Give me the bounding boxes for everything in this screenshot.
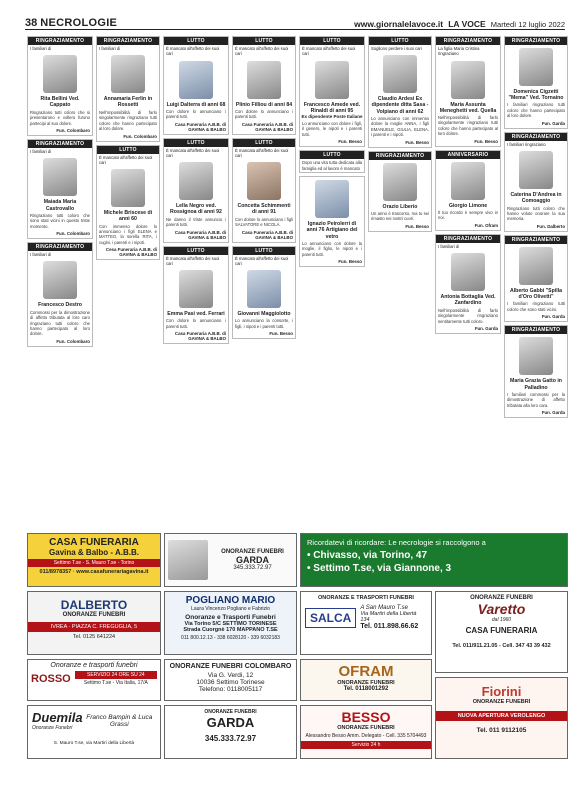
- obituary-tag: RINGRAZIAMENTO: [97, 37, 159, 45]
- salca-title: ONORANZE E TRASPORTI FUNEBRI: [318, 595, 414, 601]
- salca-tel: Tel. 011.898.66.62: [360, 623, 419, 630]
- colombaro-tel: Telefono: 0118005117: [198, 686, 263, 693]
- deceased-name: Emma Pasi ved. Ferrari: [167, 311, 225, 318]
- ad-garda-tel: 345.333.72.97: [233, 565, 272, 571]
- duemila-name: Franco Bampin & Luca Grassi: [86, 714, 153, 728]
- deceased-name: Caterina D'Andrea in Comoaggio: [510, 192, 562, 205]
- obituary-intro: I familiari ringraziano: [507, 141, 546, 147]
- ad-fiorini[interactable]: [435, 677, 568, 759]
- ofram-tel: Tel. 0118001292: [343, 686, 389, 692]
- ad-ricordatevi: [300, 533, 568, 587]
- funeral-home-signature: Fun. Garda: [541, 120, 565, 126]
- obituary-intro: I familiari di: [30, 252, 52, 258]
- page-header: [25, 14, 565, 30]
- pogliano-title: POGLIANO MARIO: [185, 595, 276, 606]
- portrait-photo: [179, 162, 213, 200]
- deceased-name: Giovanni Maggiolotto: [237, 311, 291, 318]
- obituary-card: [504, 132, 568, 232]
- portrait-photo: [519, 337, 553, 375]
- ad-casa-phone: 011/8978357 · www.casafunerariagavina.it: [39, 569, 149, 575]
- obituary-tag: RINGRAZIAMENTO: [28, 243, 92, 251]
- varetto-title: ONORANZE FUNEBRI: [470, 595, 533, 601]
- varetto-since: dal 1960: [491, 617, 512, 623]
- deceased-name: Giorgio Limone: [448, 202, 488, 209]
- brand-name: LA VOCE: [448, 19, 486, 29]
- ricordatevi-text: Ricordatevi di ricordare: Le necrologie si raccolgono a: [307, 538, 486, 547]
- site-url[interactable]: www.giornalelavoce.it: [354, 19, 444, 29]
- section-title: NECROLOGIE: [40, 17, 118, 29]
- obituary-text: Nell'impossibilità di farlo singolarmente ringraziano tutti coloro che hanno partecipato al loro dolore.: [99, 109, 157, 132]
- funeral-home-signature: Fun. Ofram: [474, 222, 498, 228]
- funeral-home-signature: Cesa Funeraria A.B.B. di GAVINA & BALBO: [105, 247, 157, 258]
- varetto-casa: CASA FUNERARIA: [465, 626, 538, 635]
- obituary-text: Il tuo ricordo è sempre vivo in noi.: [438, 210, 498, 221]
- portrait-photo: [383, 55, 417, 93]
- ad-casa-tel: 011/8978357: [39, 569, 72, 575]
- portrait-photo: [451, 162, 485, 200]
- funeral-home-signature: Fun. Besso: [338, 259, 362, 265]
- obituary-tag: LUTTO: [369, 37, 431, 45]
- obituary-card: [27, 36, 93, 136]
- column-5: [299, 36, 365, 528]
- obituary-text: I familiari commossi per la dimostrazione di affetto tributata alla loro cara.: [507, 391, 565, 408]
- deceased-name: Alberto Gabbi "Spilla d'Oro Olivetti": [509, 287, 563, 301]
- garda-title: GARDA: [206, 715, 255, 730]
- obituary-text: Con dolore lo annunciano i parenti tutti.: [166, 108, 226, 120]
- obituary-intro: È mancato all'affetto dei suoi cari: [166, 46, 220, 57]
- varetto-tel: Tel. 011/911.21.05 - Cell. 347 43 39 432: [452, 643, 551, 649]
- ad-garda-title: ONORANZE FUNEBRI: [221, 549, 284, 555]
- obituary-text: Ringraziano tutti coloro che hanno voluto onorare la sua memoria.: [507, 205, 565, 222]
- funeral-home-signature: Casa Funeraria A.B.B. di GAVINA & BALBO: [174, 229, 226, 240]
- obituary-card: [163, 246, 229, 345]
- deceased-name: Claudio Ardesi Ex dipendente ditta Sasa - Volpiano di anni 62: [371, 96, 429, 115]
- deceased-name: Luigi Dalterra di anni 68: [166, 101, 226, 108]
- duemila-line: S. Mauro T.se, via Martiri della Libertà: [53, 741, 135, 746]
- header-right: [354, 19, 565, 29]
- portrait-photo: [519, 48, 553, 86]
- obituary-card: [435, 150, 501, 231]
- pogliano-line2: Via Torino 5/C SETTIMO TORINESE: [184, 621, 277, 627]
- obituary-tag: RINGRAZIAMENTO: [436, 235, 500, 243]
- obituary-tag: LUTTO: [233, 37, 295, 45]
- obituary-text: Lo annunciano la consorte, i figli, i nipoti e i parenti tutti.: [235, 318, 293, 329]
- portrait-photo: [111, 55, 145, 93]
- deceased-name: Francesco Destro: [38, 302, 82, 309]
- obituary-text: Lo annunciano con dolore i figli, il genero, le nipoti e i parenti tutti.: [302, 120, 362, 137]
- funeral-home-signature: Fun. Garda: [541, 314, 565, 320]
- ricordatevi-item1: • Chivasso, via Torino, 47: [307, 550, 428, 561]
- obituary-text: Un anno è trascorso, ma tu sei rimasto nei nostri cuori.: [371, 211, 429, 222]
- obituary-card: [504, 235, 568, 322]
- portrait-photo: [383, 163, 417, 201]
- obituary-tag: LUTTO: [164, 139, 228, 147]
- portrait-photo: [519, 151, 553, 189]
- duemila-subtitle: Onoranze Funebri: [32, 725, 73, 731]
- rosso-tag: SERVIZIO 24 ORE SU 24: [75, 671, 157, 679]
- portrait-photo: [451, 61, 485, 99]
- deceased-name: Francesco Amede ved. Rinaldi di anni 95: [303, 101, 361, 114]
- deceased-name: Concetta Schimmenti di anni 91: [237, 203, 291, 216]
- obituary-tag: LUTTO: [300, 37, 364, 45]
- obituary-text: Con dolore lo annunciano i figli SALVATORE e NICOLA.: [235, 216, 293, 228]
- obituary-tag: LUTTO: [233, 139, 295, 147]
- portrait-photo: [179, 61, 213, 99]
- portrait-photo: [179, 270, 213, 308]
- obituary-text: I familiari ringraziano tutti coloro che sono stati vicini.: [507, 301, 565, 312]
- ad-pogliano[interactable]: [164, 591, 297, 655]
- obituary-card: [232, 246, 296, 340]
- dalberto-tel: Tel. 0125 641224: [72, 634, 116, 640]
- garda-subtitle: ONORANZE FUNEBRI: [204, 709, 257, 715]
- besso-title: BESSO: [341, 709, 391, 725]
- obituary-tag: LUTTO: [97, 146, 159, 154]
- funeral-home-signature: Fun. Colombaro: [56, 338, 90, 344]
- dalberto-title: DALBERTO: [60, 598, 128, 612]
- obituary-text: Ringraziano tutti coloro che sono stati vicini in questo triste momento.: [30, 212, 90, 229]
- obituary-text: Lo annunciano con immenso dolore la moglie ANNA, i figli EMANUELE, GIULIA, ELENA, i parenti e i nipoti.: [371, 115, 429, 138]
- obituary-card: [27, 242, 93, 347]
- obituary-card: [232, 138, 296, 243]
- obituary-text: Con dolore lo annunciano i parenti tutti.: [235, 108, 293, 120]
- obituary-tag: RINGRAZIAMENTO: [505, 326, 567, 334]
- deceased-name: Lella Negro ved. Rossignoa di anni 92: [170, 203, 222, 216]
- ofram-title: OFRAM: [338, 663, 394, 680]
- ricordatevi-item2: • Settimo T.se, via Giannone, 3: [307, 563, 452, 574]
- funeral-home-signature: Fun. Garda: [474, 326, 498, 331]
- obituary-card: [504, 325, 568, 418]
- portrait-photo: [247, 162, 281, 200]
- column-8: [504, 36, 568, 528]
- rosso-line: Settimo T.se - Via Italia, 17/A: [83, 680, 148, 686]
- portrait-photo: [43, 55, 77, 93]
- obituary-text: Nell'impossibilità di farlo singolarmente ringraziano sentitamente tutti coloro.: [438, 307, 498, 324]
- obituary-card: [163, 138, 229, 243]
- ad-garda[interactable]: [164, 705, 297, 759]
- obituary-text: Ne danno il triste annuncio i parenti tutti.: [166, 216, 226, 228]
- rosso-name: ROSSO: [31, 672, 71, 685]
- obituary-intro: È mancato all'affetto dei suoi cari: [99, 154, 153, 165]
- pogliano-subtitle: Laura Vincenzo Pogliano e Fabrizio: [191, 606, 270, 612]
- obituary-tag: RINGRAZIAMENTO: [436, 37, 500, 45]
- funeral-home-signature: Casa Funeraria A.B.B. di GAVINA & BALBO: [174, 121, 226, 132]
- ad-duemila[interactable]: [27, 705, 161, 759]
- funeral-home-signature: Fun. Colombaro: [56, 231, 90, 237]
- colombaro-line2: 10036 Settimo Torinese: [196, 679, 265, 686]
- ad-casa-funeraria[interactable]: [27, 533, 161, 587]
- deceased-name: Domenica Cigzetti "Mema" Ved. Tornaino: [508, 89, 564, 102]
- colombaro-line1: Via G. Verdi, 12: [207, 672, 254, 679]
- obituary-tag: RINGRAZIAMENTO: [28, 140, 92, 148]
- obituary-card: [368, 36, 432, 148]
- obituary-text: Nell'impossibilità di farlo singolarmente ringraziano tutti coloro che hanno partecipato al loro dolore.: [438, 114, 498, 137]
- dalberto-subtitle: ONORANZE FUNEBRI: [62, 612, 126, 618]
- portrait-photo: [111, 169, 145, 207]
- obituary-intro: I familiari di: [30, 46, 52, 51]
- obituary-intro: La figlia Maria Cristina ringraziano: [438, 46, 480, 57]
- column-3: [163, 36, 229, 528]
- funeral-home-signature: Casa Funeraria A.B.B. di GAVINA & BALBO: [241, 229, 293, 240]
- obituary-intro: È mancata all'affetto dei suoi cari: [166, 147, 220, 158]
- portrait-photo: [451, 253, 485, 291]
- funeral-home-signature: Fun. Dalberto: [536, 223, 565, 229]
- column-4: [232, 36, 296, 528]
- obituary-card: [504, 36, 568, 129]
- obituary-text: Dopo una vita tutta dedicata alla famiglia ed al lavoro è mancato: [302, 160, 362, 171]
- obituary-text: I familiari ringraziano tutti coloro che hanno partecipato al loro dolore.: [507, 102, 565, 119]
- obituary-card: [299, 36, 365, 147]
- obituary-card: [435, 234, 501, 334]
- deceased-detail: Ex dipendente Poste Italiane: [301, 113, 363, 119]
- obituary-tag: RINGRAZIAMENTO: [369, 152, 431, 160]
- column-7: [435, 36, 501, 528]
- deceased-name: Maiada Maria Castrovallo: [43, 199, 77, 212]
- obituary-tag: ANNIVERSARIO: [436, 151, 500, 159]
- deceased-name: Ignazio Peirolerri di anni 76 Artigiano del vetro: [306, 221, 358, 240]
- obituary-intro: È mancato all'affetto dei suoi cari: [235, 255, 289, 266]
- portrait-photo: [43, 158, 77, 196]
- issue-date: Martedì 12 luglio 2022: [490, 20, 565, 29]
- salca-line1: A San Mauro T.se: [360, 605, 408, 611]
- obituary-intro: I familiari di: [438, 243, 460, 249]
- deceased-name: Annamaria Ferlin in Rossetti: [103, 96, 153, 109]
- besso-line2: Servizio 24 h: [301, 741, 431, 749]
- deceased-name: Orazio Liberio: [382, 203, 418, 210]
- obituary-card: [96, 36, 160, 142]
- obituary-text: Commossi per la dimostrazione di affetto tributata al loro caro ringraziano tutti coloro che hanno partecipato al loro dolore.: [30, 309, 90, 337]
- portrait-photo: [43, 261, 77, 299]
- obituary-text: Ringraziano tutti coloro che si presentarono e vollero furono partecipi al suo dolore.: [30, 109, 90, 126]
- portrait-photo: [247, 61, 281, 99]
- portrait-photo: [247, 270, 281, 308]
- fiorini-title: Fiorini: [481, 684, 522, 699]
- obituary-card: [299, 176, 365, 267]
- obituary-intro: È mancato all'affetto dei suoi cari: [235, 46, 289, 57]
- ad-besso[interactable]: [300, 705, 432, 759]
- obituary-tag: LUTTO: [233, 247, 295, 255]
- ad-dalberto-top[interactable]: [164, 533, 297, 587]
- deceased-name: Rita Bellini Ved. Cappato: [40, 96, 80, 109]
- obituary-text: Con immenso dolore lo annunciano i figli ELENA e MATTEO, la sorella RITA, i cugini, i parenti e i nipoti.: [99, 223, 157, 245]
- ofram-subtitle: ONORANZE FUNEBRI: [337, 680, 395, 686]
- funeral-home-signature: Fun. Besso: [338, 139, 362, 145]
- fiorini-tel: Tel. 011 9112105: [476, 727, 527, 734]
- portrait-photo: [315, 180, 349, 218]
- salca-logo: SALCA: [305, 608, 356, 628]
- obituary-tag: RINGRAZIAMENTO: [505, 133, 567, 141]
- varetto-name: Varetto: [477, 601, 526, 617]
- obituary-text: Lo annunciano con dolore la moglie, il figlio, le nipoti e i parenti tutti.: [302, 240, 362, 257]
- column-2: [96, 36, 160, 528]
- funeral-home-signature: Casa Funeraria A.B.B. di GAVINA & BALBO: [174, 331, 226, 342]
- salca-line2: Via Martiri della Libertà 134: [360, 611, 417, 623]
- ad-casa-line1: Settimo T.se - S. Mauro T.se - Torino: [28, 559, 160, 567]
- obituary-card: [435, 36, 501, 147]
- column-6: [368, 36, 432, 528]
- pogliano-line3: Strada Cuorgnè 170 MAPPANO T.SE: [183, 627, 278, 633]
- obituary-intro: I familiari di: [30, 149, 52, 155]
- obituary-tag: LUTTO: [164, 37, 228, 45]
- deceased-name: Maria Assunta Meneghetti ved. Quella: [439, 101, 497, 114]
- obituary-card: [96, 145, 160, 261]
- obituary-tag: RINGRAZIAMENTO: [505, 37, 567, 45]
- portrait-photo: [315, 61, 349, 99]
- besso-line: Alessandro Besso Amm. Delegato - Cell. 335 5704493: [305, 733, 427, 739]
- column-1: [27, 36, 93, 528]
- portrait-photo: [519, 247, 553, 285]
- obituary-intro: È mancata all'affetto dei suoi cari: [235, 147, 289, 158]
- dalberto-line: IVREA · PIAZZA C. FREGUGLIA, 5: [28, 622, 160, 632]
- ad-ofram[interactable]: [300, 659, 432, 701]
- fiorini-subtitle: ONORANZE FUNEBRI: [472, 699, 531, 705]
- obituary-card: [27, 139, 93, 239]
- ad-photo: [168, 540, 208, 580]
- obituary-card: [232, 36, 296, 135]
- funeral-home-signature: Fun. Besso: [269, 331, 293, 337]
- colombaro-title: ONORANZE FUNEBRI COLOMBARO: [169, 663, 292, 670]
- fiorini-line: NUOVA APERTURA VEROLENGO: [436, 711, 567, 721]
- funeral-home-signature: Fun. Colombaro: [56, 128, 90, 134]
- deceased-name: Plinio Filliou di anni 84: [235, 101, 293, 108]
- obituary-tag: RINGRAZIAMENTO: [505, 236, 567, 244]
- obituary-tag: LUTTO: [164, 247, 228, 255]
- obituary-intro: È mancata all'affetto dei suoi cari: [166, 255, 220, 266]
- garda-tel: 345.333.72.97: [204, 734, 257, 743]
- ad-rosso[interactable]: [27, 659, 161, 701]
- obituary-intro: I familiari di: [99, 46, 121, 51]
- funeral-home-signature: Fun. Besso: [405, 223, 429, 229]
- rosso-title: Onoranze e trasporti funebri: [50, 662, 138, 669]
- page-number: 38: [25, 17, 38, 29]
- ad-casa-title: CASA FUNERARIA: [49, 537, 139, 548]
- ad-casa-subtitle: Gavina & Balbo - A.B.B.: [49, 548, 139, 557]
- obituary-card: [163, 36, 229, 135]
- ad-dalberto[interactable]: [27, 591, 161, 655]
- deceased-name: Maria Grazia Gatto in Palladino: [510, 378, 562, 391]
- funeral-home-signature: Fun. Besso: [474, 138, 498, 144]
- pogliano-tel: 011 800.12.13 - 338 6028120 - 339 6032183: [181, 635, 280, 641]
- ad-salca[interactable]: [300, 591, 432, 655]
- pogliano-line1: Onoranze e Trasporti Funebri: [185, 614, 276, 621]
- obituary-intro: Sogliono perdere i suoi cari: [371, 46, 422, 51]
- deceased-name: Antonia Bottaglia Ved. Zanfardino: [440, 294, 496, 307]
- besso-subtitle: ONORANZE FUNEBRI: [337, 725, 395, 731]
- funeral-home-signature: Fun. Besso: [405, 139, 429, 145]
- obituary-tag: RINGRAZIAMENTO: [28, 37, 92, 45]
- ad-varetto[interactable]: [435, 591, 568, 673]
- funeral-home-signature: Fun. Garda: [541, 410, 565, 416]
- obituary-tag: LUTTO: [300, 151, 364, 159]
- deceased-name: Michele Briscese di anni 60: [103, 210, 153, 223]
- duemila-title: Duemila: [32, 710, 83, 725]
- obituary-text: Con dolore lo annunciano i parenti tutti.: [166, 318, 226, 329]
- ad-colombaro[interactable]: [164, 659, 297, 701]
- funeral-home-signature: Casa Funeraria A.B.B. di GAVINA & BALBO: [241, 121, 293, 132]
- ad-garda-name: GARDA: [236, 555, 269, 565]
- obituary-card: [299, 150, 365, 173]
- obituary-intro: È mancato all'affetto dei suoi cari: [302, 46, 356, 57]
- funeral-home-signature: Fun. Colombaro: [123, 133, 157, 139]
- ad-casa-site[interactable]: www.casafunerariagavina.it: [76, 569, 149, 575]
- obituary-card: [368, 151, 432, 232]
